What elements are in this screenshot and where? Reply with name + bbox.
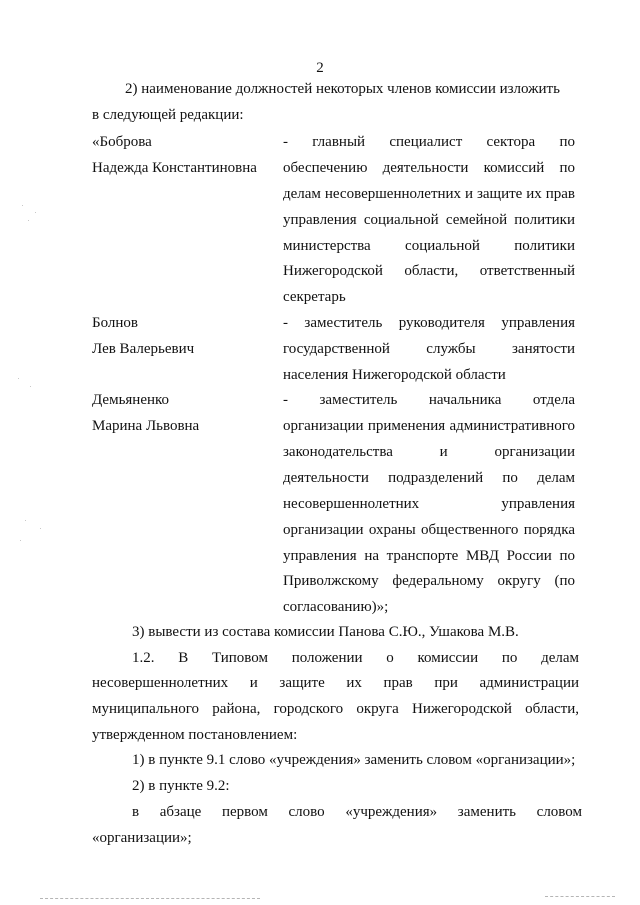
member-position-line: - заместитель руководителя управления: [283, 315, 575, 331]
scan-speck: [22, 205, 23, 206]
scan-artifact-line: [545, 896, 615, 897]
member-name: «Боброва: [92, 134, 152, 150]
member-position-line: - заместитель начальника отдела: [283, 392, 575, 408]
scan-speck: [20, 540, 21, 541]
scan-speck: [35, 212, 36, 213]
section-1-2-line: 1.2. В Типовом положении о комиссии по делам: [132, 650, 579, 666]
member-position-line: управления социальной семейной политики: [283, 212, 575, 228]
section-1-2-line: утвержденном постановлением:: [92, 727, 298, 743]
paragraph-2-line-1: 2) наименование должностей некоторых членов комиссии изложить: [125, 81, 560, 97]
scan-speck: [30, 386, 31, 387]
member-position-line: министерства социальной политики: [283, 238, 575, 254]
member-position-line: законодательства и организации: [283, 444, 575, 460]
scan-speck: [40, 528, 41, 529]
scan-artifact-line: [40, 898, 260, 899]
member-position-line: согласованию)»;: [283, 599, 389, 615]
member-name: Марина Львовна: [92, 418, 200, 434]
scan-speck: [28, 220, 29, 221]
member-position-line: управления на транспорте МВД России по: [283, 548, 575, 564]
section-1-2-line: несовершеннолетних и защите их прав при администрации: [92, 675, 579, 691]
scan-speck: [18, 378, 19, 379]
member-position-line: деятельности подразделений по делам: [283, 470, 575, 486]
member-position-line: обеспечению деятельности комиссий по: [283, 160, 575, 176]
paragraph-3: 3) вывести из состава комиссии Панова С.Ю., Ушакова М.В.: [132, 624, 519, 640]
item-2: 2) в пункте 9.2:: [132, 778, 230, 794]
member-position-line: делам несовершеннолетних и защите их прав: [283, 186, 575, 202]
member-name: Болнов: [92, 315, 139, 331]
item-2-text-line: в абзаце первом слово «учреждения» заменить словом: [132, 804, 582, 820]
paragraph-2-line-2: в следующей редакции:: [92, 107, 244, 123]
member-name: Демьяненко: [92, 392, 170, 408]
member-name: Надежда Константиновна: [92, 160, 257, 176]
item-1: 1) в пункте 9.1 слово «учреждения» заменить словом «организации»;: [132, 752, 576, 768]
member-position-line: населения Нижегородской области: [283, 367, 506, 383]
section-1-2-line: муниципального района, городского округа Нижегородской области,: [92, 701, 579, 717]
page-number: 2: [316, 60, 324, 76]
member-position-line: организации охраны общественного порядка: [283, 522, 575, 538]
member-name: Лев Валерьевич: [92, 341, 195, 357]
member-position-line: - главный специалист сектора по: [283, 134, 575, 150]
member-position-line: секретарь: [283, 289, 346, 305]
member-position-line: организации применения административного: [283, 418, 575, 434]
scan-speck: [25, 520, 26, 521]
member-position-line: Приволжскому федеральному округу (по: [283, 573, 575, 589]
member-position-line: Нижегородской области, ответственный: [283, 263, 575, 279]
item-2-text-line: «организации»;: [92, 830, 192, 846]
member-position-line: государственной службы занятости: [283, 341, 575, 357]
member-position-line: несовершеннолетних управления: [283, 496, 575, 512]
